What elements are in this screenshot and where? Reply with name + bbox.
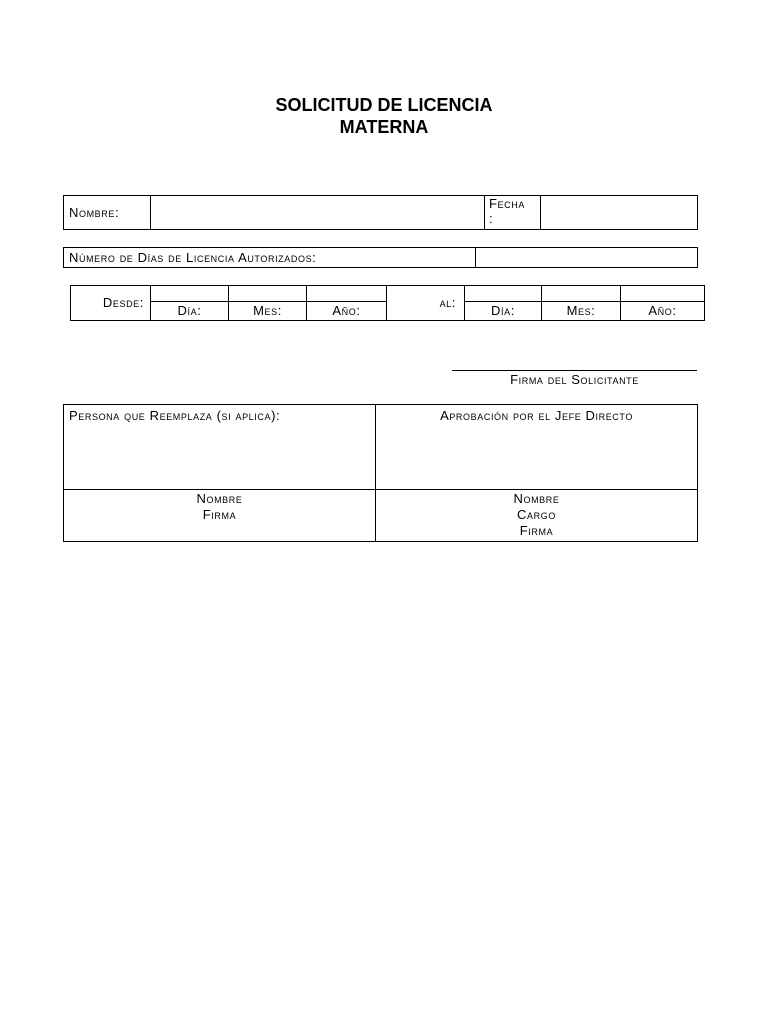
aprobacion-cell[interactable] [376, 405, 698, 490]
hasta-mes-label: Mes: [566, 303, 596, 318]
hasta-anio-cell [621, 302, 705, 321]
aprobacion-footer-cell [376, 490, 698, 542]
aprobacion-table [63, 404, 698, 542]
title-line-1: SOLICITUD DE LICENCIA [275, 95, 493, 115]
hasta-dia-label: Día: [491, 303, 515, 318]
title-line-2: MATERNA [339, 117, 429, 137]
aprobacion-header: Aprobación por el Jefe Directo [440, 408, 633, 423]
fecha-label: Fecha [489, 196, 525, 211]
nombre-label: Nombre: [69, 205, 120, 220]
hasta-anio-label: Año: [648, 303, 677, 318]
desde-dia-label: Día: [177, 303, 202, 318]
hasta-dia-field[interactable] [465, 286, 542, 302]
dias-label-cell [64, 248, 476, 268]
hasta-dia-cell [465, 302, 542, 321]
hasta-mes-field[interactable] [542, 286, 621, 302]
al-label: al: [439, 295, 456, 310]
desde-dia-cell [151, 302, 229, 321]
desde-mes-label: Mes: [253, 303, 282, 318]
al-label-cell [387, 286, 465, 321]
reemplazo-footer-cell [64, 490, 376, 542]
dias-table [63, 247, 698, 268]
reemplazo-cell[interactable] [64, 405, 376, 490]
firma-solicitante-line[interactable] [452, 370, 697, 371]
desde-label-cell [71, 286, 151, 321]
nombre-field[interactable] [151, 196, 485, 230]
dias-label: Número de Días de Licencia Autorizados: [69, 250, 317, 265]
reemplazo-nombre: Nombre [196, 491, 243, 506]
desde-anio-field[interactable] [307, 286, 387, 302]
desde-mes-cell [229, 302, 307, 321]
dias-field[interactable] [476, 248, 698, 268]
document-title [0, 94, 768, 138]
nombre-fecha-table [63, 195, 698, 230]
desde-label: Desde: [102, 295, 144, 310]
desde-dia-field[interactable] [151, 286, 229, 302]
nombre-label-cell [64, 196, 151, 230]
periodo-table [70, 285, 705, 321]
hasta-anio-field[interactable] [621, 286, 705, 302]
reemplazo-firma: Firma [202, 507, 237, 522]
hasta-mes-cell [542, 302, 621, 321]
aprobacion-firma: Firma [519, 523, 554, 538]
desde-mes-field[interactable] [229, 286, 307, 302]
desde-anio-cell [307, 302, 387, 321]
reemplazo-header: Persona que Reemplaza (si aplica): [69, 408, 281, 423]
desde-anio-label: Año: [332, 303, 361, 318]
fecha-label-cell [485, 196, 541, 230]
fecha-colon: : [489, 211, 494, 226]
aprobacion-cargo: Cargo [517, 507, 556, 522]
aprobacion-nombre: Nombre [513, 491, 560, 506]
fecha-field[interactable] [541, 196, 698, 230]
firma-solicitante-label: Firma del Solicitante [510, 372, 639, 387]
